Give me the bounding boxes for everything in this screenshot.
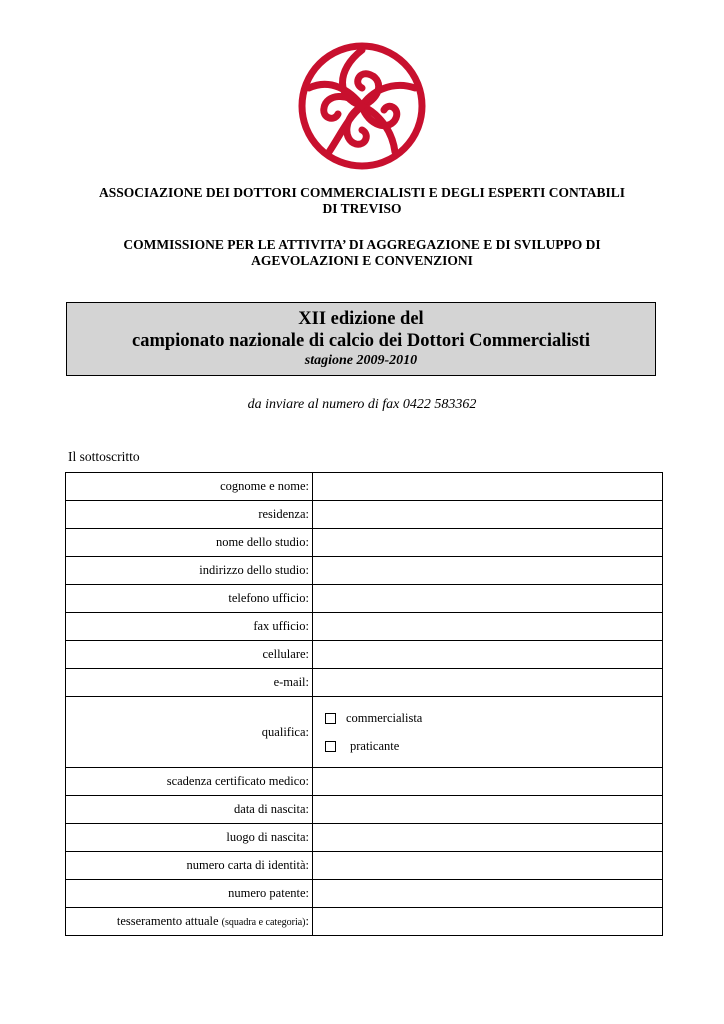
field-label: fax ufficio: [66, 613, 313, 641]
form-row-qualifica [66, 697, 663, 768]
form-row [66, 557, 663, 585]
form-row [66, 908, 663, 936]
form-row [66, 824, 663, 852]
organization-name [40, 185, 684, 217]
indirizzo-studio-field[interactable] [313, 557, 663, 585]
registration-form [65, 472, 663, 936]
scadenza-certificato-field[interactable] [313, 768, 663, 796]
field-label: residenza: [66, 501, 313, 529]
fax-ufficio-field[interactable] [313, 613, 663, 641]
option-label: praticante [350, 738, 400, 753]
commission-line-1: COMMISSIONE PER LE ATTIVITA’ DI AGGREGAZIONE E DI SVILUPPO DI [123, 237, 601, 252]
field-label-colon: : [305, 914, 309, 928]
field-label: luogo di nascita: [66, 824, 313, 852]
form-row [66, 768, 663, 796]
data-nascita-field[interactable] [313, 796, 663, 824]
form-row [66, 585, 663, 613]
field-label: e-mail: [66, 669, 313, 697]
form-row [66, 613, 663, 641]
qualifica-options [313, 697, 663, 768]
field-label: cellulare: [66, 641, 313, 669]
title-championship: campionato nazionale di calcio dei Dottori Commercialisti [132, 331, 590, 351]
field-label: indirizzo dello studio: [66, 557, 313, 585]
field-label: qualifica: [66, 697, 313, 768]
field-label: cognome e nome: [66, 473, 313, 501]
form-row [66, 796, 663, 824]
numero-patente-field[interactable] [313, 880, 663, 908]
title-season: stagione 2009-2010 [304, 353, 418, 368]
form-row [66, 501, 663, 529]
title-box [66, 302, 656, 376]
form-row [66, 473, 663, 501]
checkbox-commercialista[interactable] [325, 713, 336, 724]
checkbox-praticante[interactable] [325, 741, 336, 752]
field-label: telefono ufficio: [66, 585, 313, 613]
field-label: tesseramento attuale [116, 914, 219, 928]
nome-studio-field[interactable] [313, 529, 663, 557]
cognome-nome-field[interactable] [313, 473, 663, 501]
org-line-1: ASSOCIAZIONE DEI DOTTORI COMMERCIALISTI E DEGLI ESPERTI CONTABILI [98, 185, 626, 200]
option-praticante[interactable] [313, 732, 662, 760]
org-line-2: DI TREVISO [322, 201, 402, 216]
commission-name [40, 237, 684, 269]
carta-identita-field[interactable] [313, 852, 663, 880]
title-edition: XII edizione del [298, 309, 424, 329]
field-label: scadenza certificato medico: [66, 768, 313, 796]
form-row [66, 880, 663, 908]
email-field[interactable] [313, 669, 663, 697]
luogo-nascita-field[interactable] [313, 824, 663, 852]
option-label: commercialista [346, 710, 423, 725]
field-label-tesseramento [66, 908, 313, 936]
fax-note: da inviare al numero di fax 0422 583362 [247, 397, 477, 412]
field-label: numero carta di identità: [66, 852, 313, 880]
tesseramento-field[interactable] [313, 908, 663, 936]
form-row [66, 641, 663, 669]
form-row [66, 669, 663, 697]
cellulare-field[interactable] [313, 641, 663, 669]
field-label: nome dello studio: [66, 529, 313, 557]
telefono-ufficio-field[interactable] [313, 585, 663, 613]
field-label: data di nascita: [66, 796, 313, 824]
option-commercialista[interactable] [313, 704, 662, 732]
red-rosette-logo [296, 40, 428, 172]
form-row [66, 852, 663, 880]
residenza-field[interactable] [313, 501, 663, 529]
form-row [66, 529, 663, 557]
field-label-note: (squadra e categoria) [221, 917, 306, 928]
field-label: numero patente: [66, 880, 313, 908]
commission-line-2: AGEVOLAZIONI E CONVENZIONI [251, 253, 473, 268]
intro-text: Il sottoscritto [68, 449, 140, 464]
